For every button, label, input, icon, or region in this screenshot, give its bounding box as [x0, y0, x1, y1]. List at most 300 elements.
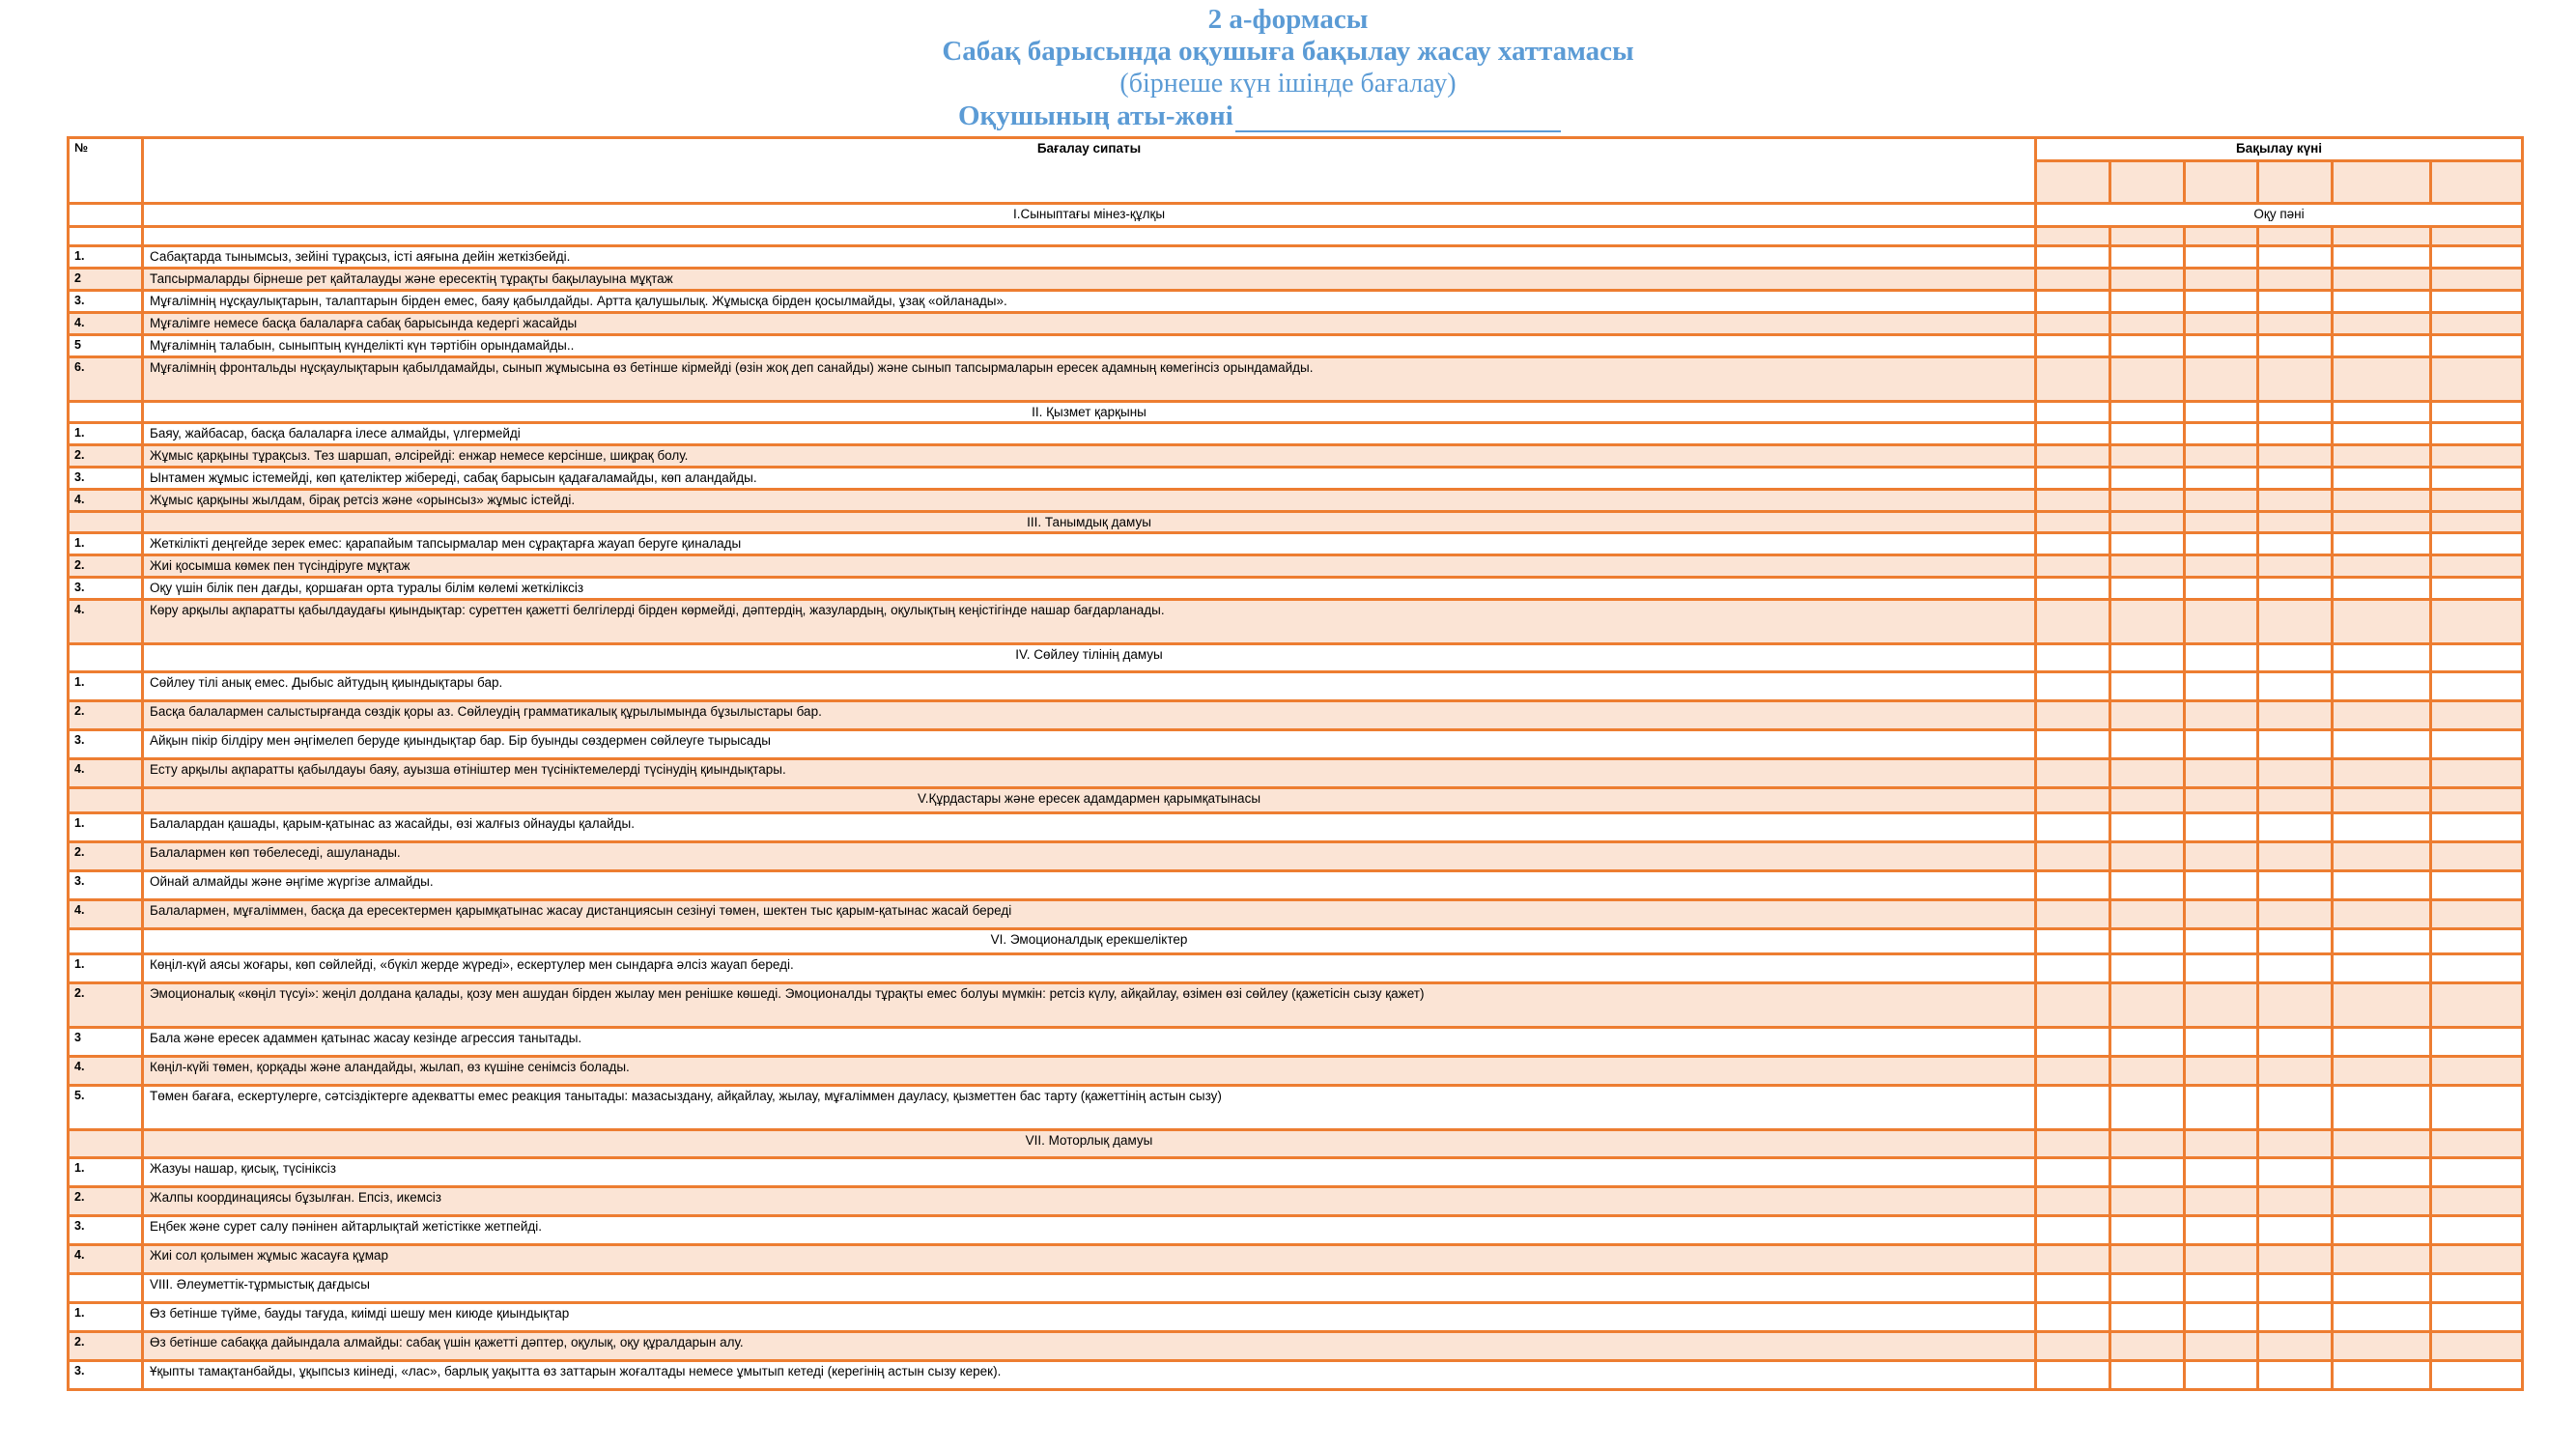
day-cell[interactable] [2036, 533, 2110, 555]
day-cell[interactable] [2185, 1216, 2258, 1245]
day-cell[interactable] [2185, 600, 2258, 644]
day-cell[interactable] [2036, 983, 2110, 1028]
day-cell[interactable] [2431, 1187, 2523, 1216]
section-number-cell [69, 788, 143, 813]
day-cell[interactable] [2333, 759, 2431, 788]
day-cell[interactable] [2431, 512, 2523, 533]
day-cell[interactable] [2333, 246, 2431, 269]
table-row [69, 1245, 2523, 1274]
row-criterion: Айқын пікір білдіру мен әңгімелеп беруде қиындықтар бар. Бір буынды сөздермен сөйлеуге тырысады [143, 730, 2036, 759]
day-cell[interactable] [2185, 1158, 2258, 1187]
day-cell[interactable] [2333, 813, 2431, 842]
day-cell[interactable] [2333, 1187, 2431, 1216]
table-row [69, 983, 2523, 1028]
day-cell[interactable] [2258, 871, 2333, 900]
day-cell[interactable] [2185, 313, 2258, 335]
day-cell[interactable] [2333, 954, 2431, 983]
day-cell[interactable] [2333, 161, 2431, 204]
day-cell[interactable] [2258, 1303, 2333, 1332]
day-cell[interactable] [2333, 578, 2431, 600]
day-cell[interactable] [2185, 1187, 2258, 1216]
day-cell[interactable] [2431, 600, 2523, 644]
day-cell[interactable] [2258, 730, 2333, 759]
day-cell[interactable] [2036, 1303, 2110, 1332]
day-cell[interactable] [2431, 1130, 2523, 1158]
day-cell[interactable] [2185, 357, 2258, 402]
day-cell[interactable] [2431, 1332, 2523, 1361]
day-cell[interactable] [2110, 900, 2185, 929]
day-cell[interactable] [2185, 929, 2258, 954]
day-cell[interactable] [2185, 954, 2258, 983]
day-cell[interactable] [2185, 900, 2258, 929]
day-cell[interactable] [2431, 813, 2523, 842]
day-cell[interactable] [2185, 759, 2258, 788]
row-criterion: Мұғалімнің талабын, сыныптың күнделікті күн тәртібін орындамайды.. [143, 335, 2036, 357]
day-cell[interactable] [2185, 1245, 2258, 1274]
day-cell[interactable] [2431, 161, 2523, 204]
day-cell[interactable] [2333, 644, 2431, 672]
day-cell[interactable] [2258, 423, 2333, 445]
day-cell[interactable] [2185, 490, 2258, 512]
row-criterion: Эмоционалық «көңіл түсуі»: жеңіл долдана қалады, қозу мен ашудан бірден жылау мен ренішке көшеді. Эмоционалды тұрақты емес болуы мүмкін: ретсіз күлу, айқайлау, өзімен өзі сөйлеу (қажетісін сызу қажет) [143, 983, 2036, 1028]
day-cell[interactable] [2258, 402, 2333, 423]
day-cell[interactable] [2036, 1187, 2110, 1216]
day-cell[interactable] [2110, 1361, 2185, 1390]
day-cell[interactable] [2258, 1028, 2333, 1057]
day-cell[interactable] [2431, 423, 2523, 445]
row-criterion: Ойнай алмайды және әңгіме жүргізе алмайды. [143, 871, 2036, 900]
day-cell[interactable] [2431, 842, 2523, 871]
row-criterion: Көңіл-күйі төмен, қорқады және аландайды, жылап, өз күшіне сенімсіз болады. [143, 1057, 2036, 1086]
day-cell[interactable] [2036, 1245, 2110, 1274]
day-cell[interactable] [2333, 313, 2431, 335]
day-cell[interactable] [2333, 227, 2431, 246]
day-cell[interactable] [2333, 555, 2431, 578]
day-cell[interactable] [2258, 533, 2333, 555]
day-cell[interactable] [2431, 1028, 2523, 1057]
table-row [69, 269, 2523, 291]
day-cell[interactable] [2431, 644, 2523, 672]
day-cell[interactable] [2036, 1216, 2110, 1245]
day-cell[interactable] [2333, 1028, 2431, 1057]
day-cell[interactable] [2036, 929, 2110, 954]
day-cell[interactable] [2258, 1361, 2333, 1390]
day-cell[interactable] [2431, 1057, 2523, 1086]
row-criterion: Жиі қосымша көмек пен түсіндіруге мұқтаж [143, 555, 2036, 578]
section-number-cell [69, 512, 143, 533]
day-cell[interactable] [2110, 759, 2185, 788]
day-cell[interactable] [2110, 291, 2185, 313]
day-cell[interactable] [2333, 512, 2431, 533]
day-cell[interactable] [2185, 227, 2258, 246]
day-cell[interactable] [2110, 1216, 2185, 1245]
day-cell[interactable] [2036, 445, 2110, 468]
day-cell[interactable] [2258, 227, 2333, 246]
student-name-line[interactable] [1235, 105, 1561, 132]
day-cell[interactable] [2036, 672, 2110, 701]
day-cell[interactable] [2258, 357, 2333, 402]
day-cell[interactable] [2036, 269, 2110, 291]
day-cell[interactable] [2185, 1274, 2258, 1303]
day-cell[interactable] [2258, 983, 2333, 1028]
day-cell[interactable] [2258, 701, 2333, 730]
day-cell[interactable] [2110, 983, 2185, 1028]
day-cell[interactable] [2110, 1332, 2185, 1361]
row-number: 3. [69, 578, 143, 600]
day-cell[interactable] [2333, 788, 2431, 813]
row-number: 1. [69, 1158, 143, 1187]
day-cell[interactable] [2110, 490, 2185, 512]
day-cell[interactable] [2110, 1130, 2185, 1158]
day-cell[interactable] [2110, 1057, 2185, 1086]
day-cell[interactable] [2185, 161, 2258, 204]
day-cell[interactable] [2036, 227, 2110, 246]
day-cell[interactable] [2333, 842, 2431, 871]
day-cell[interactable] [2110, 1187, 2185, 1216]
day-cell[interactable] [2110, 1303, 2185, 1332]
day-cell[interactable] [2258, 1057, 2333, 1086]
day-cell[interactable] [2333, 468, 2431, 490]
day-cell[interactable] [2110, 842, 2185, 871]
day-cell[interactable] [2333, 269, 2431, 291]
day-cell[interactable] [2258, 929, 2333, 954]
day-cell[interactable] [2036, 1130, 2110, 1158]
day-cell[interactable] [2036, 871, 2110, 900]
day-cell[interactable] [2185, 246, 2258, 269]
day-cell[interactable] [2333, 701, 2431, 730]
row-number: 1. [69, 246, 143, 269]
day-cell[interactable] [2036, 291, 2110, 313]
day-cell[interactable] [2258, 672, 2333, 701]
day-cell[interactable] [2258, 1245, 2333, 1274]
day-cell[interactable] [2110, 402, 2185, 423]
day-cell[interactable] [2036, 161, 2110, 204]
day-cell[interactable] [2258, 468, 2333, 490]
day-cell[interactable] [2431, 445, 2523, 468]
day-cell[interactable] [2431, 1245, 2523, 1274]
day-cell[interactable] [2110, 600, 2185, 644]
day-cell[interactable] [2431, 1274, 2523, 1303]
day-cell[interactable] [2036, 402, 2110, 423]
row-number: 1. [69, 1303, 143, 1332]
table-row [69, 600, 2523, 644]
day-cell[interactable] [2258, 578, 2333, 600]
day-cell[interactable] [2431, 900, 2523, 929]
day-cell[interactable] [2333, 490, 2431, 512]
day-cell[interactable] [2258, 644, 2333, 672]
day-cell[interactable] [2185, 1332, 2258, 1361]
day-cell[interactable] [2185, 983, 2258, 1028]
day-cell[interactable] [2036, 1028, 2110, 1057]
day-cell[interactable] [2185, 871, 2258, 900]
day-cell[interactable] [2431, 730, 2523, 759]
day-cell[interactable] [2110, 246, 2185, 269]
day-cell[interactable] [2110, 929, 2185, 954]
day-cell[interactable] [2258, 1187, 2333, 1216]
column-header-criteria: Бағалау сипаты [143, 138, 2036, 204]
day-cell[interactable] [2185, 291, 2258, 313]
day-cell[interactable] [2185, 533, 2258, 555]
day-cell[interactable] [2431, 871, 2523, 900]
day-cell[interactable] [2036, 313, 2110, 335]
day-cell[interactable] [2431, 672, 2523, 701]
day-cell[interactable] [2258, 813, 2333, 842]
day-cell[interactable] [2431, 788, 2523, 813]
day-cell[interactable] [2036, 1361, 2110, 1390]
day-cell[interactable] [2258, 1130, 2333, 1158]
table-row [69, 313, 2523, 335]
day-cell[interactable] [2333, 445, 2431, 468]
day-cell[interactable] [2185, 423, 2258, 445]
day-cell[interactable] [2333, 672, 2431, 701]
day-cell[interactable] [2333, 1086, 2431, 1130]
day-cell[interactable] [2258, 600, 2333, 644]
day-cell[interactable] [2036, 512, 2110, 533]
day-cell[interactable] [2185, 1361, 2258, 1390]
day-cell[interactable] [2185, 555, 2258, 578]
table-row [69, 672, 2523, 701]
table-row [69, 423, 2523, 445]
day-cell[interactable] [2036, 1086, 2110, 1130]
section-title-row [69, 788, 2523, 813]
day-cell[interactable] [2431, 246, 2523, 269]
row-number: 4. [69, 759, 143, 788]
day-cell[interactable] [2036, 246, 2110, 269]
day-cell[interactable] [2431, 313, 2523, 335]
day-cell[interactable] [2110, 788, 2185, 813]
day-cell[interactable] [2110, 445, 2185, 468]
day-cell[interactable] [2333, 1216, 2431, 1245]
day-cell[interactable] [2185, 644, 2258, 672]
day-cell[interactable] [2110, 578, 2185, 600]
day-cell[interactable] [2185, 1130, 2258, 1158]
day-cell[interactable] [2333, 730, 2431, 759]
day-cell[interactable] [2036, 1274, 2110, 1303]
day-cell[interactable] [2333, 1274, 2431, 1303]
day-cell[interactable] [2036, 900, 2110, 929]
table-row [69, 445, 2523, 468]
day-cell[interactable] [2110, 1245, 2185, 1274]
day-cell[interactable] [2258, 313, 2333, 335]
day-cell[interactable] [2185, 578, 2258, 600]
day-cell[interactable] [2110, 1086, 2185, 1130]
day-cell[interactable] [2185, 701, 2258, 730]
day-cell[interactable] [2333, 291, 2431, 313]
day-cell[interactable] [2333, 600, 2431, 644]
day-cell[interactable] [2333, 929, 2431, 954]
day-cell[interactable] [2258, 555, 2333, 578]
day-cell[interactable] [2110, 357, 2185, 402]
row-criterion: Жұмыс қарқыны тұрақсыз. Тез шаршап, әлсірейді: енжар немесе керсінше, шиқрақ болу. [143, 445, 2036, 468]
table-row [69, 1028, 2523, 1057]
day-cell[interactable] [2036, 600, 2110, 644]
day-cell[interactable] [2258, 269, 2333, 291]
row-number: 2. [69, 983, 143, 1028]
day-cell[interactable] [2431, 1303, 2523, 1332]
day-cell[interactable] [2185, 402, 2258, 423]
table-row [69, 1158, 2523, 1187]
day-cell[interactable] [2431, 1361, 2523, 1390]
row-criterion: Баяу, жайбасар, басқа балаларға ілесе алмайды, үлгермейді [143, 423, 2036, 445]
day-cell[interactable] [2185, 672, 2258, 701]
day-cell[interactable] [2036, 555, 2110, 578]
day-cell[interactable] [2431, 1216, 2523, 1245]
day-cell[interactable] [2431, 701, 2523, 730]
row-number: 5 [69, 335, 143, 357]
column-header-number: № [69, 138, 143, 204]
day-cell[interactable] [2110, 468, 2185, 490]
day-cell[interactable] [2185, 468, 2258, 490]
day-cell[interactable] [2431, 227, 2523, 246]
day-cell[interactable] [2110, 335, 2185, 357]
day-cell[interactable] [2036, 1057, 2110, 1086]
day-cell[interactable] [2431, 929, 2523, 954]
day-cell[interactable] [2431, 357, 2523, 402]
day-cell[interactable] [2333, 533, 2431, 555]
day-cell[interactable] [2036, 490, 2110, 512]
day-cell[interactable] [2333, 1158, 2431, 1187]
day-cell[interactable] [2431, 759, 2523, 788]
row-criterion: Тапсырмаларды бірнеше рет қайталауды және ересектің тұрақты бақылауына мұқтаж [143, 269, 2036, 291]
day-cell[interactable] [2036, 1158, 2110, 1187]
day-cell[interactable] [2258, 291, 2333, 313]
day-cell[interactable] [2110, 512, 2185, 533]
day-cell[interactable] [2258, 335, 2333, 357]
day-cell[interactable] [2333, 402, 2431, 423]
day-cell[interactable] [2110, 672, 2185, 701]
row-criterion: Балалармен көп төбелеседі, ашуланады. [143, 842, 2036, 871]
day-cell[interactable] [2185, 788, 2258, 813]
day-cell[interactable] [2431, 954, 2523, 983]
day-cell[interactable] [2185, 335, 2258, 357]
day-cell[interactable] [2110, 269, 2185, 291]
day-cell[interactable] [2036, 357, 2110, 402]
day-cell[interactable] [2258, 900, 2333, 929]
table-row [69, 759, 2523, 788]
day-cell[interactable] [2258, 445, 2333, 468]
day-cell[interactable] [2185, 269, 2258, 291]
day-cell[interactable] [2110, 730, 2185, 759]
day-cell[interactable] [2333, 335, 2431, 357]
day-cell[interactable] [2258, 788, 2333, 813]
row-number: 1. [69, 672, 143, 701]
day-cell[interactable] [2185, 1086, 2258, 1130]
day-cell[interactable] [2110, 161, 2185, 204]
day-cell[interactable] [2185, 512, 2258, 533]
column-header-observation-days: Бақылау күні [2036, 138, 2523, 161]
day-cell[interactable] [2036, 954, 2110, 983]
day-cell[interactable] [2258, 1332, 2333, 1361]
day-cell[interactable] [2258, 490, 2333, 512]
day-cell[interactable] [2333, 1361, 2431, 1390]
day-cell[interactable] [2333, 357, 2431, 402]
row-criterion: Балалармен, мұғаліммен, басқа да ересектермен қарымқатынас жасау дистанциясын сезінуі төмен, шектен тыс қарым-қатынас жасай береді [143, 900, 2036, 929]
spacer-cell [69, 227, 143, 246]
day-cell[interactable] [2333, 1130, 2431, 1158]
day-cell[interactable] [2258, 161, 2333, 204]
day-cell[interactable] [2036, 1332, 2110, 1361]
day-cell[interactable] [2258, 1216, 2333, 1245]
day-cell[interactable] [2258, 954, 2333, 983]
day-cell[interactable] [2036, 730, 2110, 759]
day-cell[interactable] [2110, 954, 2185, 983]
day-cell[interactable] [2110, 1158, 2185, 1187]
student-name-field[interactable] [958, 100, 1561, 132]
day-cell[interactable] [2036, 813, 2110, 842]
day-cell[interactable] [2036, 701, 2110, 730]
day-cell[interactable] [2333, 983, 2431, 1028]
day-cell[interactable] [2333, 1245, 2431, 1274]
day-cell[interactable] [2258, 1158, 2333, 1187]
day-cell[interactable] [2431, 1158, 2523, 1187]
day-cell[interactable] [2431, 291, 2523, 313]
day-cell[interactable] [2036, 578, 2110, 600]
day-cell[interactable] [2258, 1274, 2333, 1303]
day-cell[interactable] [2110, 1028, 2185, 1057]
day-cell[interactable] [2110, 1274, 2185, 1303]
row-number: 4. [69, 313, 143, 335]
day-cell[interactable] [2185, 1303, 2258, 1332]
day-cell[interactable] [2258, 1086, 2333, 1130]
day-cell[interactable] [2431, 983, 2523, 1028]
day-cell[interactable] [2185, 730, 2258, 759]
day-cell[interactable] [2431, 335, 2523, 357]
day-cell[interactable] [2036, 423, 2110, 445]
day-cell[interactable] [2110, 227, 2185, 246]
day-cell[interactable] [2110, 313, 2185, 335]
day-cell[interactable] [2185, 813, 2258, 842]
day-cell[interactable] [2333, 423, 2431, 445]
day-cell[interactable] [2431, 269, 2523, 291]
day-cell[interactable] [2036, 335, 2110, 357]
day-cell[interactable] [2431, 402, 2523, 423]
day-cell[interactable] [2333, 1057, 2431, 1086]
day-cell[interactable] [2333, 871, 2431, 900]
day-cell[interactable] [2036, 644, 2110, 672]
day-cell[interactable] [2036, 788, 2110, 813]
day-cell[interactable] [2185, 842, 2258, 871]
day-cell[interactable] [2431, 555, 2523, 578]
row-number: 4. [69, 600, 143, 644]
day-cell[interactable] [2110, 533, 2185, 555]
day-cell[interactable] [2110, 701, 2185, 730]
day-cell[interactable] [2036, 759, 2110, 788]
day-cell[interactable] [2036, 842, 2110, 871]
day-cell[interactable] [2333, 1303, 2431, 1332]
day-cell[interactable] [2431, 1086, 2523, 1130]
day-cell[interactable] [2258, 512, 2333, 533]
day-cell[interactable] [2185, 1028, 2258, 1057]
table-row [69, 490, 2523, 512]
day-cell[interactable] [2036, 468, 2110, 490]
day-cell[interactable] [2110, 423, 2185, 445]
day-cell[interactable] [2431, 490, 2523, 512]
day-cell[interactable] [2431, 468, 2523, 490]
day-cell[interactable] [2333, 1332, 2431, 1361]
day-cell[interactable] [2110, 555, 2185, 578]
day-cell[interactable] [2110, 813, 2185, 842]
day-cell[interactable] [2258, 246, 2333, 269]
day-cell[interactable] [2431, 578, 2523, 600]
day-cell[interactable] [2431, 533, 2523, 555]
day-cell[interactable] [2110, 644, 2185, 672]
day-cell[interactable] [2258, 759, 2333, 788]
day-cell[interactable] [2185, 1057, 2258, 1086]
day-cell[interactable] [2333, 900, 2431, 929]
day-cell[interactable] [2185, 445, 2258, 468]
day-cell[interactable] [2110, 871, 2185, 900]
day-cell[interactable] [2258, 842, 2333, 871]
